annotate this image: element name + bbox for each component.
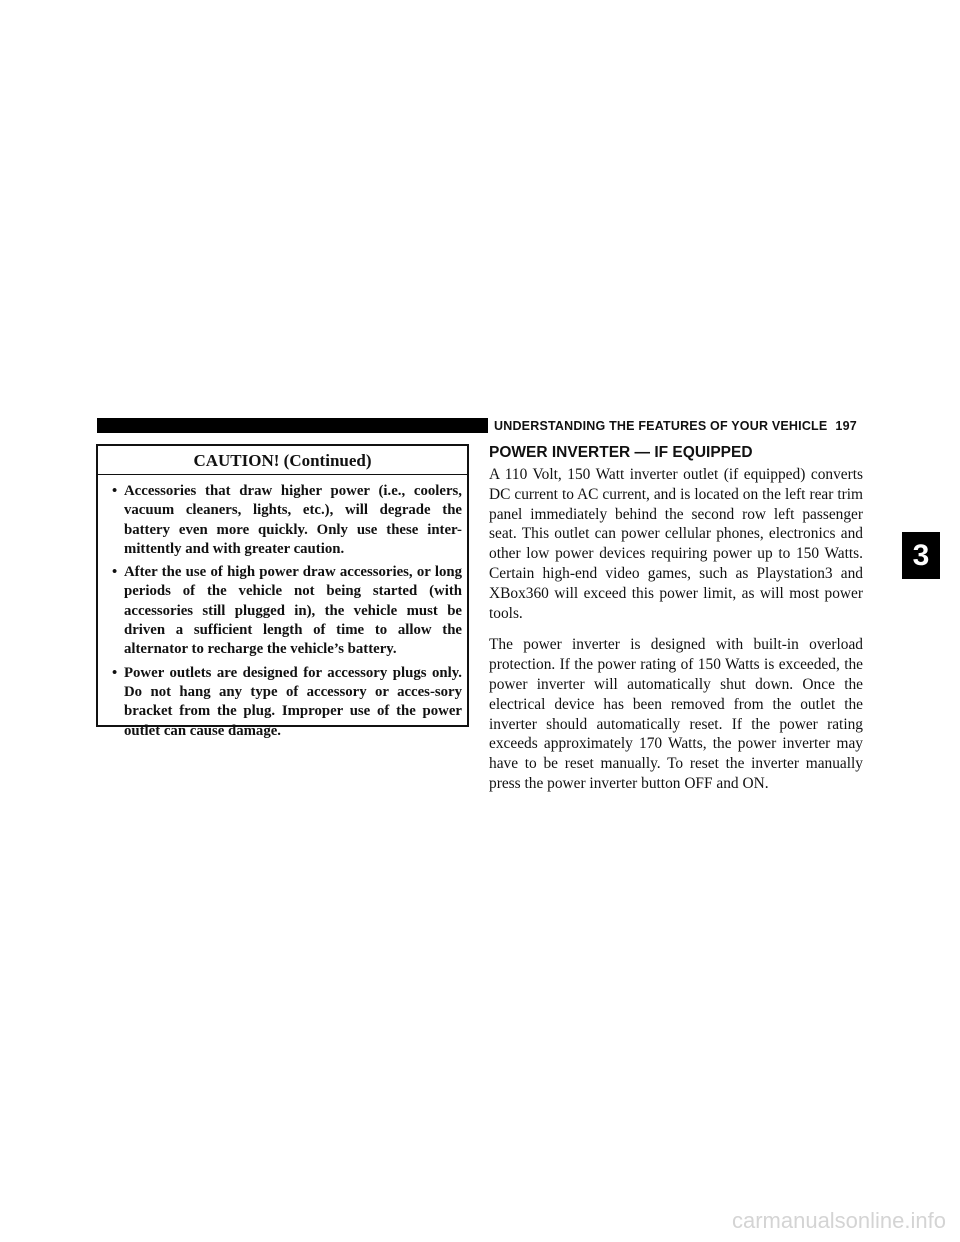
- bullet-icon: •: [112, 483, 118, 499]
- caution-item-text: After the use of high power draw accessories, or long periods of the vehicle not being started (with accessories still plugged in), the vehicle must be driven a sufficient length of time to allow the alternator to recharge the vehicle’s battery.: [124, 564, 462, 658]
- caution-box: [96, 444, 469, 739]
- watermark: carmanualsonline.info: [731, 1208, 946, 1233]
- caution-title: CAUTION! (Continued): [98, 446, 467, 475]
- caution-item: [112, 664, 462, 741]
- running-header: [494, 418, 857, 434]
- bullet-icon: •: [112, 664, 118, 681]
- running-title: UNDERSTANDING THE FEATURES OF YOUR VEHICLE: [494, 419, 828, 433]
- body-paragraph: The power inverter is designed with built-in overload protection. If the power rating of 150 Watts is exceeded, the power inverter will automatically shut down. Once the electrical device has been removed from the outlet the inverter should automatically reset. If the power rating exceeds approximately 170 Watts, the power inverter may have to be reset manually. To reset the inverter manually press the power inverter button OFF and ON.: [489, 636, 863, 792]
- page-number: 197: [835, 419, 857, 433]
- caution-item-text: Power outlets are designed for accessory plugs only. Do not hang any type of accessory or acces-sory bracket from the plug. Improper use of the power outlet can cause damage.: [124, 664, 462, 739]
- bullet-icon: •: [112, 564, 118, 581]
- body-paragraph: A 110 Volt, 150 Watt inverter outlet (if equipped) converts DC current to AC current, and is located on the left rear trim panel immediately behind the second row left passenger seat. This outlet can power cellular phones, electronics and other low power devices requiring power up to 150 Watts. Certain high-end video games, such as Playstation3 and XBox360 will exceed this power limit, as will most power tools.: [489, 466, 863, 622]
- caution-list: [98, 482, 467, 741]
- power-inverter-section: [489, 444, 863, 806]
- caution-item-text: Accessories that draw higher power (i.e., coolers, vacuum cleaners, lights, etc.), will degrade the battery even more quickly. Only use these inter-mittently and with greater caution.: [124, 483, 462, 557]
- caution-item: [112, 482, 462, 559]
- header-rule: [97, 418, 488, 433]
- section-heading: POWER INVERTER — IF EQUIPPED: [489, 444, 753, 461]
- caution-item: [112, 563, 462, 659]
- chapter-tab: 3: [902, 532, 940, 579]
